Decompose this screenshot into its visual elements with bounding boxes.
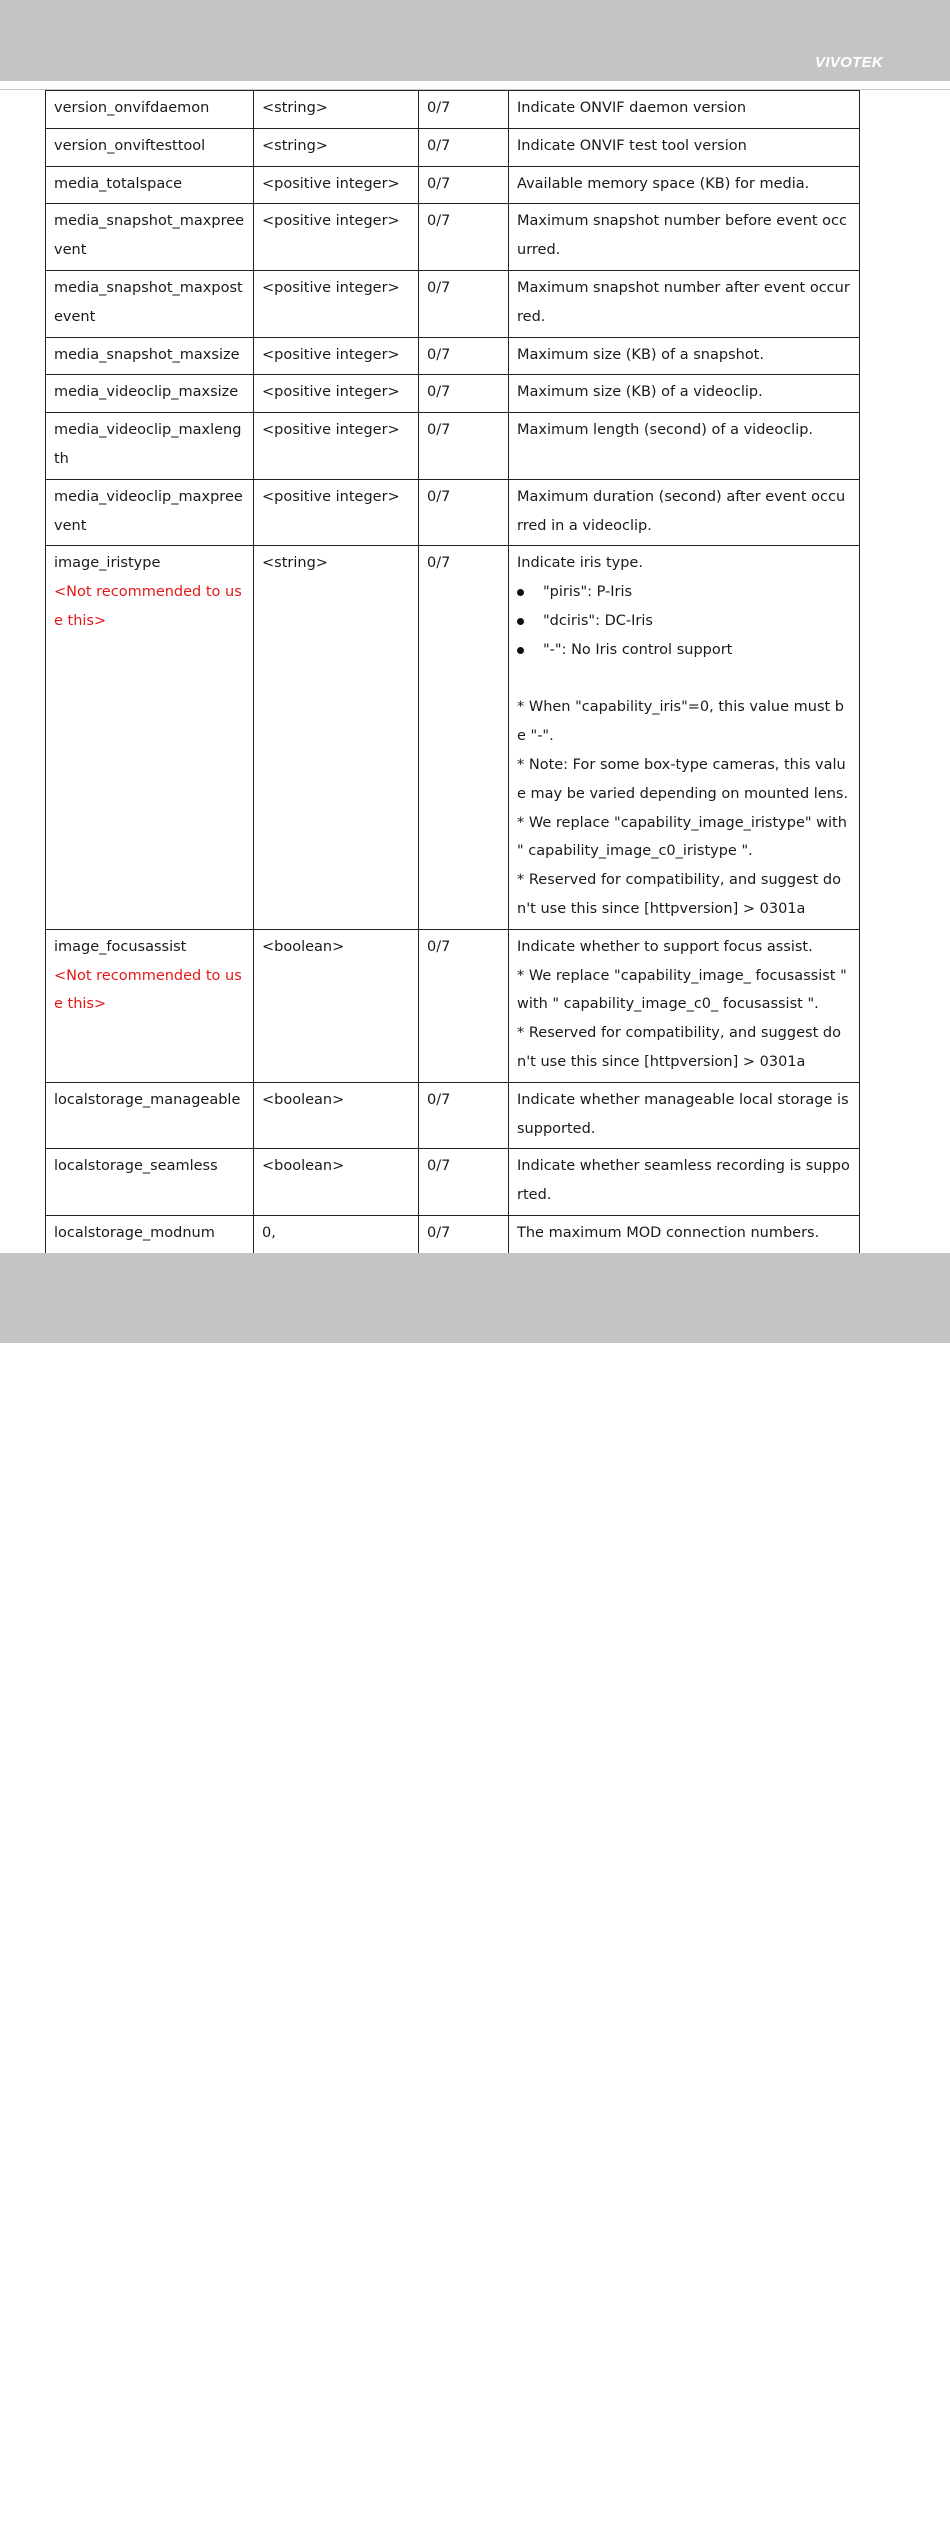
param-name: media_videoclip_maxpreevent bbox=[46, 479, 254, 546]
param-name: media_videoclip_maxsize bbox=[46, 375, 254, 413]
param-security: 0/7 bbox=[419, 929, 509, 1082]
param-description: Maximum size (KB) of a videoclip. bbox=[509, 375, 860, 413]
note: * Reserved for compatibility, and suggest don't use this since [httpversion] > 0301a bbox=[517, 1025, 841, 1070]
param-type: <positive integer> bbox=[254, 479, 419, 546]
note: * We replace "capability_image_ focusassist " with " capability_image_c0_ focusassist ". bbox=[517, 967, 847, 1013]
table-row bbox=[46, 337, 860, 375]
list-item: "piris": P-Iris bbox=[517, 578, 851, 607]
param-description: Indicate whether to support focus assist. * We replace "capability_image_ focusassist " with " capability_image_c0_ focusassist ". * Reserved for compatibility, and suggest don't use this since [httpversion] > 0301a bbox=[509, 929, 860, 1082]
param-name: localstorage_seamless bbox=[46, 1149, 254, 1216]
param-name: image_focusassist bbox=[54, 938, 187, 955]
param-type: <positive integer> bbox=[254, 204, 419, 271]
note: * When "capability_iris"=0, this value must be "-". bbox=[517, 699, 845, 745]
param-type: <positive integer> bbox=[254, 413, 419, 480]
param-description: Maximum duration (second) after event occurred in a videoclip. bbox=[509, 479, 860, 546]
param-security: 0/7 bbox=[419, 375, 509, 413]
param-description: Indicate ONVIF daemon version bbox=[509, 91, 860, 129]
param-description: Indicate ONVIF test tool version bbox=[509, 128, 860, 166]
iris-type-list bbox=[517, 578, 851, 664]
param-type: <boolean> bbox=[254, 1149, 419, 1216]
param-description: Maximum snapshot number after event occurred. bbox=[509, 270, 860, 337]
param-type: <string> bbox=[254, 546, 419, 929]
note: * Note: For some box-type cameras, this value may be varied depending on mounted lens. bbox=[517, 756, 849, 802]
param-security: 0/7 bbox=[419, 546, 509, 929]
param-name: media_snapshot_maxpreevent bbox=[46, 204, 254, 271]
param-security: 0/7 bbox=[419, 204, 509, 271]
param-description: Maximum size (KB) of a snapshot. bbox=[509, 337, 860, 375]
param-description: Indicate iris type. "piris": P-Iris "dciris": DC-Iris "-": No Iris control support * When "capability_iris"=0, this value must be "-". * Note: For some box-type cameras, this value may be varied depending on mounted lens. * We replace "capability_image_iristype" with " capability_image_c0_iristype ". * Reserved for compatibility, and suggest don't use this since [httpversion] > 0301a bbox=[509, 546, 860, 929]
param-description: Maximum length (second) of a videoclip. bbox=[509, 413, 860, 480]
param-description: Maximum snapshot number before event occurred. bbox=[509, 204, 860, 271]
param-type: <boolean> bbox=[254, 1082, 419, 1149]
page-header bbox=[0, 0, 950, 81]
page-footer bbox=[0, 1253, 950, 2538]
list-item: "dciris": DC-Iris bbox=[517, 607, 851, 636]
param-type: <positive integer> bbox=[254, 375, 419, 413]
param-name: version_onvifdaemon bbox=[46, 91, 254, 129]
page-number: User's Manual - 227 bbox=[758, 2522, 883, 2538]
param-security: 0/7 bbox=[419, 128, 509, 166]
param-type: <string> bbox=[254, 128, 419, 166]
table-row bbox=[46, 1082, 860, 1149]
table-row bbox=[46, 204, 860, 271]
param-type: <positive integer> bbox=[254, 270, 419, 337]
table-row bbox=[46, 546, 860, 929]
param-name-cell bbox=[46, 929, 254, 1082]
param-security: 0/7 bbox=[419, 1149, 509, 1216]
param-description: Indicate whether seamless recording is supported. bbox=[509, 1149, 860, 1216]
param-description: Available memory space (KB) for media. bbox=[509, 166, 860, 204]
param-name: localstorage_modnum bbox=[46, 1215, 254, 1282]
deprecation-warning: <Not recommended to use this> bbox=[54, 584, 242, 629]
param-name: media_snapshot_maxpostevent bbox=[46, 270, 254, 337]
param-type: 0, bbox=[262, 1224, 276, 1241]
table-row bbox=[46, 413, 860, 480]
param-type: <string> bbox=[254, 91, 419, 129]
param-name: media_snapshot_maxsize bbox=[46, 337, 254, 375]
param-description: Indicate whether manageable local storage is supported. bbox=[509, 1082, 860, 1149]
param-type: <positive integer> bbox=[254, 337, 419, 375]
note: * Reserved for compatibility, and suggest don't use this since [httpversion] > 0301a bbox=[517, 872, 841, 917]
param-security: 0/7 bbox=[419, 479, 509, 546]
param-name: version_onviftesttool bbox=[46, 128, 254, 166]
param-description: The maximum MOD connection numbers. bbox=[509, 1215, 860, 1282]
table-row bbox=[46, 1149, 860, 1216]
table-row bbox=[46, 479, 860, 546]
table-row bbox=[46, 166, 860, 204]
param-name: media_videoclip_maxlength bbox=[46, 413, 254, 480]
param-security: 0/7 bbox=[419, 1082, 509, 1149]
brand-logo: VIVOTEK bbox=[815, 54, 883, 71]
table-row bbox=[46, 929, 860, 1082]
spacer bbox=[517, 665, 851, 694]
param-security: 0/7 bbox=[419, 166, 509, 204]
list-item: "-": No Iris control support bbox=[517, 636, 851, 665]
deprecation-warning: <Not recommended to use this> bbox=[54, 967, 242, 1013]
table-row bbox=[46, 375, 860, 413]
note: * We replace "capability_image_iristype" with " capability_image_c0_iristype ". bbox=[517, 814, 847, 860]
table-row bbox=[46, 91, 860, 129]
param-type: <positive integer> bbox=[254, 166, 419, 204]
table-row bbox=[46, 128, 860, 166]
parameter-table bbox=[45, 90, 860, 1320]
param-security: 0/7 bbox=[419, 413, 509, 480]
param-name: media_totalspace bbox=[46, 166, 254, 204]
param-security: 0/7 bbox=[419, 270, 509, 337]
param-type: <boolean> bbox=[254, 929, 419, 1082]
param-name-cell bbox=[46, 546, 254, 929]
table-row bbox=[46, 270, 860, 337]
param-security: 0/7 bbox=[419, 337, 509, 375]
param-security: 0/7 bbox=[419, 1215, 509, 1282]
param-name: image_iristype bbox=[54, 555, 161, 572]
param-name: localstorage_manageable bbox=[46, 1082, 254, 1149]
param-security: 0/7 bbox=[419, 91, 509, 129]
